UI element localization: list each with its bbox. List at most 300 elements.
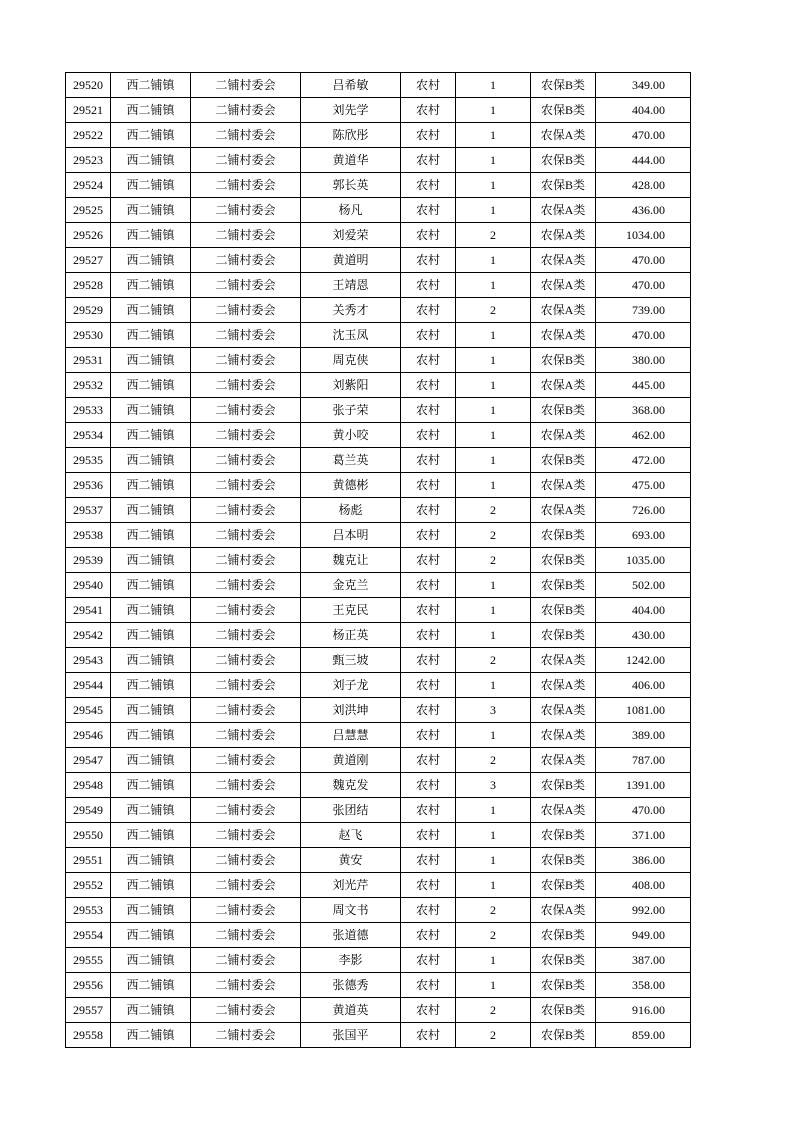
cell-town: 西二铺镇 [111,223,191,248]
cell-committee: 二铺村委会 [191,998,301,1023]
cell-category: 农保B类 [531,398,596,423]
cell-count: 1 [456,448,531,473]
cell-name: 金克兰 [301,573,401,598]
cell-name: 杨凡 [301,198,401,223]
cell-id: 29540 [66,573,111,598]
cell-name: 黄道英 [301,998,401,1023]
cell-name: 张子荣 [301,398,401,423]
cell-category: 农保B类 [531,623,596,648]
cell-committee: 二铺村委会 [191,473,301,498]
cell-amount: 502.00 [596,573,691,598]
cell-count: 2 [456,748,531,773]
cell-committee: 二铺村委会 [191,98,301,123]
table-row [66,223,691,248]
cell-id: 29528 [66,273,111,298]
cell-category: 农保B类 [531,1023,596,1048]
cell-type: 农村 [401,948,456,973]
cell-category: 农保B类 [531,448,596,473]
cell-category: 农保B类 [531,998,596,1023]
cell-committee: 二铺村委会 [191,398,301,423]
cell-id: 29530 [66,323,111,348]
cell-town: 西二铺镇 [111,873,191,898]
cell-amount: 404.00 [596,98,691,123]
cell-category: 农保B类 [531,923,596,948]
cell-type: 农村 [401,423,456,448]
cell-name: 张道德 [301,923,401,948]
cell-id: 29536 [66,473,111,498]
cell-type: 农村 [401,548,456,573]
table-row [66,423,691,448]
cell-id: 29523 [66,148,111,173]
cell-type: 农村 [401,398,456,423]
table-row [66,698,691,723]
cell-id: 29520 [66,73,111,98]
cell-category: 农保B类 [531,73,596,98]
cell-town: 西二铺镇 [111,273,191,298]
cell-name: 吕本明 [301,523,401,548]
table-row [66,373,691,398]
cell-category: 农保B类 [531,948,596,973]
cell-name: 刘先学 [301,98,401,123]
table-row [66,873,691,898]
cell-town: 西二铺镇 [111,123,191,148]
table-row [66,848,691,873]
cell-committee: 二铺村委会 [191,923,301,948]
cell-id: 29553 [66,898,111,923]
cell-category: 农保A类 [531,373,596,398]
cell-count: 1 [456,123,531,148]
cell-id: 29541 [66,598,111,623]
cell-amount: 358.00 [596,973,691,998]
cell-type: 农村 [401,573,456,598]
cell-amount: 726.00 [596,498,691,523]
cell-committee: 二铺村委会 [191,748,301,773]
cell-committee: 二铺村委会 [191,898,301,923]
cell-name: 黄小咬 [301,423,401,448]
cell-type: 农村 [401,98,456,123]
cell-town: 西二铺镇 [111,848,191,873]
cell-amount: 470.00 [596,123,691,148]
cell-id: 29544 [66,673,111,698]
cell-type: 农村 [401,723,456,748]
cell-committee: 二铺村委会 [191,798,301,823]
cell-id: 29531 [66,348,111,373]
cell-town: 西二铺镇 [111,573,191,598]
cell-id: 29546 [66,723,111,748]
cell-amount: 428.00 [596,173,691,198]
table-row [66,348,691,373]
cell-committee: 二铺村委会 [191,673,301,698]
cell-town: 西二铺镇 [111,673,191,698]
cell-name: 陈欣彤 [301,123,401,148]
cell-type: 农村 [401,923,456,948]
cell-committee: 二铺村委会 [191,223,301,248]
cell-name: 黄道刚 [301,748,401,773]
cell-id: 29556 [66,973,111,998]
cell-committee: 二铺村委会 [191,1023,301,1048]
cell-id: 29552 [66,873,111,898]
cell-amount: 371.00 [596,823,691,848]
cell-type: 农村 [401,498,456,523]
table-row [66,798,691,823]
cell-amount: 470.00 [596,248,691,273]
cell-count: 1 [456,948,531,973]
cell-amount: 1081.00 [596,698,691,723]
table-row [66,173,691,198]
cell-town: 西二铺镇 [111,248,191,273]
cell-id: 29558 [66,1023,111,1048]
cell-amount: 349.00 [596,73,691,98]
cell-category: 农保A类 [531,698,596,723]
cell-committee: 二铺村委会 [191,973,301,998]
cell-type: 农村 [401,623,456,648]
cell-type: 农村 [401,698,456,723]
cell-committee: 二铺村委会 [191,273,301,298]
cell-id: 29522 [66,123,111,148]
cell-id: 29525 [66,198,111,223]
table-row [66,148,691,173]
cell-committee: 二铺村委会 [191,148,301,173]
cell-town: 西二铺镇 [111,423,191,448]
cell-committee: 二铺村委会 [191,248,301,273]
cell-amount: 444.00 [596,148,691,173]
cell-type: 农村 [401,998,456,1023]
cell-town: 西二铺镇 [111,73,191,98]
cell-committee: 二铺村委会 [191,198,301,223]
cell-amount: 1034.00 [596,223,691,248]
cell-category: 农保A类 [531,498,596,523]
cell-category: 农保A类 [531,648,596,673]
cell-category: 农保A类 [531,748,596,773]
cell-count: 1 [456,273,531,298]
table-row [66,923,691,948]
cell-count: 1 [456,573,531,598]
cell-committee: 二铺村委会 [191,848,301,873]
cell-town: 西二铺镇 [111,498,191,523]
cell-count: 2 [456,298,531,323]
cell-count: 3 [456,698,531,723]
cell-name: 刘洪坤 [301,698,401,723]
table-row [66,773,691,798]
cell-amount: 380.00 [596,348,691,373]
cell-town: 西二铺镇 [111,823,191,848]
cell-name: 刘爱荣 [301,223,401,248]
cell-count: 1 [456,673,531,698]
cell-town: 西二铺镇 [111,548,191,573]
cell-id: 29533 [66,398,111,423]
cell-name: 关秀才 [301,298,401,323]
cell-category: 农保A类 [531,798,596,823]
cell-amount: 406.00 [596,673,691,698]
cell-id: 29526 [66,223,111,248]
cell-amount: 916.00 [596,998,691,1023]
cell-type: 农村 [401,848,456,873]
cell-name: 沈玉凤 [301,323,401,348]
table-row [66,948,691,973]
cell-committee: 二铺村委会 [191,773,301,798]
cell-type: 农村 [401,173,456,198]
cell-town: 西二铺镇 [111,448,191,473]
cell-name: 黄道华 [301,148,401,173]
cell-type: 农村 [401,823,456,848]
cell-type: 农村 [401,1023,456,1048]
cell-type: 农村 [401,798,456,823]
cell-amount: 430.00 [596,623,691,648]
cell-count: 2 [456,223,531,248]
cell-name: 张国平 [301,1023,401,1048]
cell-amount: 470.00 [596,273,691,298]
table-row [66,673,691,698]
cell-type: 农村 [401,248,456,273]
cell-id: 29521 [66,98,111,123]
cell-amount: 462.00 [596,423,691,448]
table-row [66,648,691,673]
table-row [66,98,691,123]
table-row [66,973,691,998]
cell-amount: 1391.00 [596,773,691,798]
cell-town: 西二铺镇 [111,698,191,723]
cell-count: 2 [456,998,531,1023]
cell-town: 西二铺镇 [111,398,191,423]
cell-type: 农村 [401,73,456,98]
cell-id: 29532 [66,373,111,398]
cell-id: 29547 [66,748,111,773]
cell-count: 1 [456,248,531,273]
cell-count: 1 [456,398,531,423]
table-row [66,298,691,323]
cell-amount: 445.00 [596,373,691,398]
cell-category: 农保A类 [531,473,596,498]
cell-count: 1 [456,473,531,498]
cell-type: 农村 [401,198,456,223]
cell-committee: 二铺村委会 [191,598,301,623]
cell-name: 吕慧慧 [301,723,401,748]
cell-amount: 404.00 [596,598,691,623]
cell-town: 西二铺镇 [111,723,191,748]
cell-committee: 二铺村委会 [191,448,301,473]
cell-town: 西二铺镇 [111,648,191,673]
cell-count: 2 [456,923,531,948]
cell-category: 农保A类 [531,273,596,298]
cell-name: 赵飞 [301,823,401,848]
cell-id: 29535 [66,448,111,473]
cell-type: 农村 [401,348,456,373]
cell-type: 农村 [401,298,456,323]
cell-type: 农村 [401,773,456,798]
table-row [66,1023,691,1048]
cell-name: 刘子龙 [301,673,401,698]
cell-town: 西二铺镇 [111,373,191,398]
cell-id: 29549 [66,798,111,823]
cell-id: 29551 [66,848,111,873]
cell-count: 1 [456,598,531,623]
table-row [66,898,691,923]
cell-type: 农村 [401,123,456,148]
cell-type: 农村 [401,598,456,623]
cell-count: 1 [456,73,531,98]
cell-category: 农保B类 [531,173,596,198]
table-row [66,323,691,348]
cell-category: 农保A类 [531,423,596,448]
cell-id: 29550 [66,823,111,848]
cell-committee: 二铺村委会 [191,948,301,973]
cell-category: 农保A类 [531,898,596,923]
table-row [66,498,691,523]
cell-type: 农村 [401,273,456,298]
cell-count: 1 [456,198,531,223]
cell-committee: 二铺村委会 [191,173,301,198]
cell-town: 西二铺镇 [111,773,191,798]
table-row [66,548,691,573]
table-row [66,398,691,423]
cell-type: 农村 [401,748,456,773]
cell-town: 西二铺镇 [111,948,191,973]
cell-committee: 二铺村委会 [191,423,301,448]
cell-type: 农村 [401,648,456,673]
cell-id: 29534 [66,423,111,448]
cell-town: 西二铺镇 [111,473,191,498]
cell-town: 西二铺镇 [111,298,191,323]
cell-amount: 787.00 [596,748,691,773]
table-row [66,448,691,473]
cell-name: 周文书 [301,898,401,923]
cell-type: 农村 [401,373,456,398]
cell-committee: 二铺村委会 [191,623,301,648]
cell-category: 农保A类 [531,223,596,248]
table-row [66,248,691,273]
table-body [66,73,691,1048]
cell-committee: 二铺村委会 [191,698,301,723]
cell-type: 农村 [401,673,456,698]
cell-category: 农保A类 [531,723,596,748]
cell-id: 29557 [66,998,111,1023]
beneficiary-table [65,72,691,1048]
cell-count: 1 [456,873,531,898]
cell-count: 1 [456,373,531,398]
cell-name: 郭长英 [301,173,401,198]
cell-id: 29543 [66,648,111,673]
table-row [66,748,691,773]
cell-name: 杨正英 [301,623,401,648]
cell-category: 农保A类 [531,198,596,223]
cell-amount: 739.00 [596,298,691,323]
cell-category: 农保B类 [531,773,596,798]
cell-amount: 949.00 [596,923,691,948]
cell-count: 2 [456,523,531,548]
cell-count: 2 [456,1023,531,1048]
cell-category: 农保B类 [531,973,596,998]
table-row [66,73,691,98]
cell-committee: 二铺村委会 [191,573,301,598]
cell-committee: 二铺村委会 [191,123,301,148]
cell-type: 农村 [401,973,456,998]
cell-amount: 472.00 [596,448,691,473]
cell-count: 1 [456,348,531,373]
cell-id: 29542 [66,623,111,648]
cell-town: 西二铺镇 [111,148,191,173]
cell-amount: 389.00 [596,723,691,748]
cell-amount: 387.00 [596,948,691,973]
cell-type: 农村 [401,873,456,898]
table-row [66,198,691,223]
cell-town: 西二铺镇 [111,1023,191,1048]
cell-type: 农村 [401,448,456,473]
cell-count: 1 [456,823,531,848]
cell-id: 29537 [66,498,111,523]
cell-name: 黄安 [301,848,401,873]
cell-amount: 1242.00 [596,648,691,673]
cell-category: 农保B类 [531,873,596,898]
cell-committee: 二铺村委会 [191,523,301,548]
cell-category: 农保A类 [531,123,596,148]
cell-name: 葛兰英 [301,448,401,473]
cell-name: 杨彪 [301,498,401,523]
cell-town: 西二铺镇 [111,173,191,198]
cell-type: 农村 [401,898,456,923]
table-row [66,998,691,1023]
cell-town: 西二铺镇 [111,98,191,123]
cell-count: 1 [456,423,531,448]
table-row [66,598,691,623]
cell-name: 甄三坡 [301,648,401,673]
cell-name: 魏克让 [301,548,401,573]
cell-committee: 二铺村委会 [191,73,301,98]
cell-id: 29555 [66,948,111,973]
cell-category: 农保B类 [531,548,596,573]
cell-town: 西二铺镇 [111,998,191,1023]
table-row [66,573,691,598]
cell-id: 29524 [66,173,111,198]
cell-category: 农保B类 [531,823,596,848]
cell-name: 王克民 [301,598,401,623]
cell-id: 29548 [66,773,111,798]
cell-town: 西二铺镇 [111,798,191,823]
cell-count: 2 [456,898,531,923]
cell-committee: 二铺村委会 [191,348,301,373]
cell-name: 李影 [301,948,401,973]
cell-town: 西二铺镇 [111,598,191,623]
cell-amount: 470.00 [596,798,691,823]
cell-count: 3 [456,773,531,798]
cell-name: 黄道明 [301,248,401,273]
cell-count: 1 [456,148,531,173]
cell-category: 农保B类 [531,98,596,123]
table-row [66,123,691,148]
cell-count: 1 [456,323,531,348]
cell-category: 农保B类 [531,148,596,173]
cell-town: 西二铺镇 [111,623,191,648]
cell-name: 刘紫阳 [301,373,401,398]
table-row [66,823,691,848]
cell-committee: 二铺村委会 [191,373,301,398]
cell-committee: 二铺村委会 [191,873,301,898]
cell-name: 周克侠 [301,348,401,373]
cell-category: 农保B类 [531,598,596,623]
cell-amount: 386.00 [596,848,691,873]
cell-count: 1 [456,798,531,823]
cell-category: 农保B类 [531,348,596,373]
cell-committee: 二铺村委会 [191,823,301,848]
cell-town: 西二铺镇 [111,523,191,548]
cell-committee: 二铺村委会 [191,648,301,673]
cell-id: 29539 [66,548,111,573]
table-row [66,523,691,548]
cell-town: 西二铺镇 [111,973,191,998]
cell-category: 农保A类 [531,298,596,323]
cell-amount: 470.00 [596,323,691,348]
cell-type: 农村 [401,523,456,548]
cell-id: 29554 [66,923,111,948]
